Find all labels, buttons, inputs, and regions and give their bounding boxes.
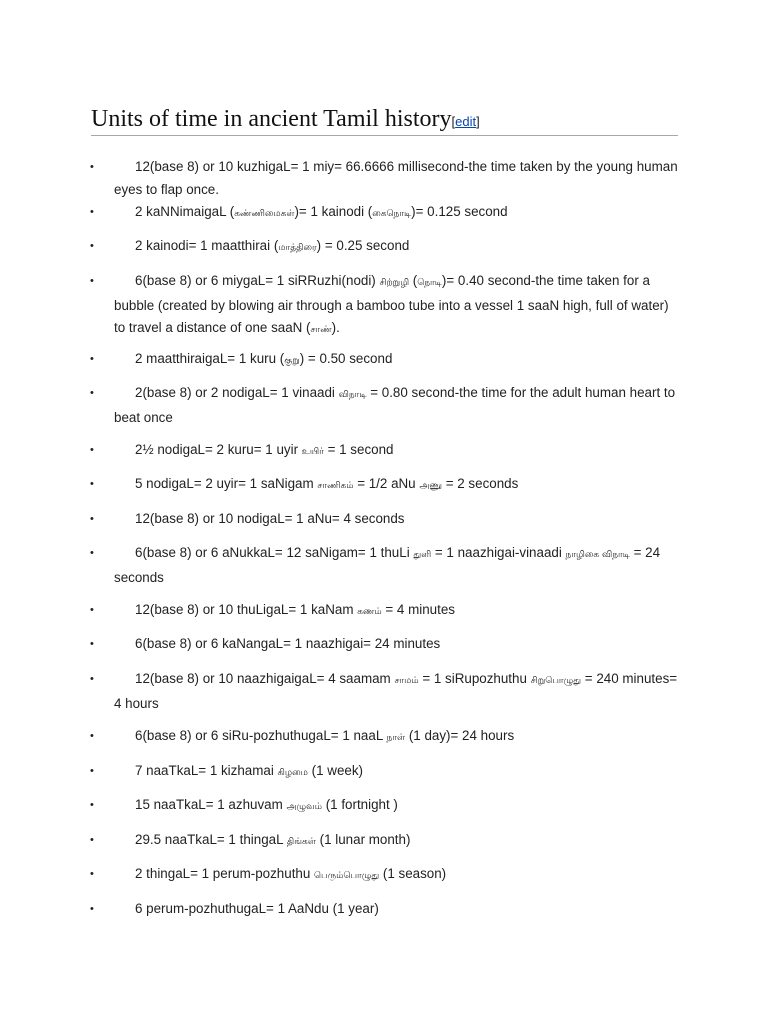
bullet-icon: •: [90, 206, 94, 218]
list-item-text: [114, 235, 680, 260]
tamil-term: குறு: [284, 356, 300, 366]
edit-bracket-close: ]: [476, 114, 480, 129]
text-segment: = 4 minutes: [381, 602, 455, 617]
text-segment: = 24 seconds: [114, 545, 661, 585]
list-item-text: [114, 898, 680, 921]
text-segment: )= 0.125 second: [411, 204, 508, 219]
text-segment: ) = 0.25 second: [316, 238, 410, 253]
edit-link[interactable]: edit: [455, 114, 477, 129]
list-item-text: [114, 382, 680, 429]
text-segment: 2 kainodi= 1 maatthirai (: [135, 238, 279, 253]
text-segment: 2 thingaL= 1 perum-pozhuthu: [135, 866, 315, 881]
bullet-icon: •: [90, 353, 94, 365]
tamil-term: பெரும்பொழுது: [314, 871, 380, 881]
text-segment: )= 0.40 second-the time taken for a bubble (created by blowing air through a bamboo tube into a vessel 1 saaN high, full of water) to travel a distance of one saaN (: [114, 273, 669, 335]
tamil-term: கணம்: [357, 607, 382, 617]
tamil-term: கைநொடி: [372, 209, 412, 219]
text-segment: (1 day)= 24 hours: [405, 728, 515, 743]
tamil-term: சிற்றுழி: [379, 278, 410, 288]
tamil-term: கண்ணிமைகள்: [234, 209, 295, 219]
text-segment: (1 season): [379, 866, 447, 881]
bullet-icon: •: [90, 799, 94, 811]
list-item-text: [114, 201, 680, 226]
bullet-icon: •: [90, 834, 94, 846]
bullet-icon: •: [90, 604, 94, 616]
bullet-icon: •: [90, 868, 94, 880]
list-item-text: [114, 725, 680, 750]
bullet-icon: •: [90, 478, 94, 490]
list-item-text: [114, 348, 680, 373]
list-item-text: [114, 473, 680, 498]
text-segment: (1 fortnight ): [321, 797, 398, 812]
tamil-term: சாண்: [310, 325, 332, 335]
text-segment: 12(base 8) or 10 naazhigaigaL= 4 saamam: [135, 671, 395, 686]
text-segment: ) = 0.50 second: [299, 351, 393, 366]
text-segment: (1 lunar month): [315, 832, 411, 847]
bullet-icon: •: [90, 903, 94, 915]
list-item-text: [114, 270, 680, 342]
section-heading: [91, 106, 678, 136]
tamil-term: நொடி: [417, 278, 442, 288]
list-item-text: [114, 633, 680, 656]
list-item-text: [114, 439, 680, 464]
tamil-term: விநாடி: [338, 390, 367, 400]
list-item-text: [114, 599, 680, 624]
bullet-icon: •: [90, 547, 94, 559]
text-segment: 2 kaNNimaigaL (: [135, 204, 235, 219]
tamil-term: சாணிகம்: [317, 481, 354, 491]
text-segment: 2½ nodigaL= 2 kuru= 1 uyir: [135, 442, 302, 457]
bullet-icon: •: [90, 638, 94, 650]
tamil-term: நாழிகை விநாடி: [565, 550, 630, 560]
tamil-term: உயிர்: [301, 447, 324, 457]
tamil-term: நாள்: [386, 733, 406, 743]
text-segment: = 1 siRupozhuthu: [418, 671, 531, 686]
text-segment: 2(base 8) or 2 nodigaL= 1 vinaadi: [135, 385, 339, 400]
tamil-term: அணு: [419, 481, 442, 491]
text-segment: 6(base 8) or 6 miygaL= 1 siRRuzhi(nodi): [135, 273, 380, 288]
text-segment: 15 naaTkaL= 1 azhuvam: [135, 797, 287, 812]
tamil-term: கிழமை: [277, 768, 308, 778]
bullet-icon: •: [90, 513, 94, 525]
text-segment: (: [409, 273, 418, 288]
tamil-term: துளி: [413, 550, 432, 560]
tamil-term: அழுவம்: [286, 802, 322, 812]
text-segment: 2 maatthiraigaL= 1 kuru (: [135, 351, 285, 366]
list-item-text: [114, 760, 680, 785]
bullet-icon: •: [90, 387, 94, 399]
tamil-term: திங்கள்: [286, 837, 316, 847]
tamil-term: மாத்திரை: [278, 243, 317, 253]
text-segment: = 240 minutes= 4 hours: [114, 671, 678, 711]
text-segment: 6(base 8) or 6 aNukkaL= 12 saNigam= 1 thuLi: [135, 545, 414, 560]
list-item-text: [114, 668, 680, 715]
text-segment: = 1/2 aNu: [353, 476, 420, 491]
bullet-icon: •: [90, 240, 94, 252]
text-segment: 5 nodigaL= 2 uyir= 1 saNigam: [135, 476, 318, 491]
bullet-icon: •: [90, 730, 94, 742]
list-item-text: [114, 508, 680, 531]
edit-bracket-open: [: [451, 114, 456, 129]
bullet-icon: •: [90, 444, 94, 456]
text-segment: 6 perum-pozhuthugaL= 1 AaNdu (1 year): [135, 901, 379, 916]
text-segment: 29.5 naaTkaL= 1 thingaL: [135, 832, 287, 847]
bullet-icon: •: [90, 765, 94, 777]
list-item-text: [114, 542, 680, 589]
text-segment: )= 1 kainodi (: [294, 204, 373, 219]
section-title: Units of time in ancient Tamil history: [91, 106, 452, 132]
list-item-text: [114, 156, 680, 201]
text-segment: = 1 naazhigai-vinaadi: [431, 545, 566, 560]
list-item-text: [114, 863, 680, 888]
list-item-text: [114, 794, 680, 819]
bullet-icon: •: [90, 275, 94, 287]
text-segment: (1 week): [307, 763, 363, 778]
text-segment: 12(base 8) or 10 kuzhigaL= 1 miy= 66.6666 millisecond-the time taken by the young human eyes to flap once.: [114, 159, 678, 197]
list-item-text: [114, 829, 680, 854]
text-segment: ).: [331, 320, 340, 335]
bullet-icon: •: [90, 673, 94, 685]
tamil-term: சிறுபொழுது: [530, 676, 582, 686]
bullet-icon: •: [90, 161, 94, 173]
text-segment: = 2 seconds: [442, 476, 519, 491]
text-segment: 12(base 8) or 10 nodigaL= 1 aNu= 4 seconds: [135, 511, 405, 526]
tamil-term: சாமம்: [394, 676, 419, 686]
text-segment: 6(base 8) or 6 kaNangaL= 1 naazhigai= 24 minutes: [135, 636, 441, 651]
text-segment: 12(base 8) or 10 thuLigaL= 1 kaNam: [135, 602, 358, 617]
text-segment: = 1 second: [323, 442, 394, 457]
text-segment: = 0.80 second-the time for the adult human heart to beat once: [114, 385, 676, 425]
text-segment: 7 naaTkaL= 1 kizhamai: [135, 763, 278, 778]
text-segment: 6(base 8) or 6 siRu-pozhuthugaL= 1 naaL: [135, 728, 387, 743]
